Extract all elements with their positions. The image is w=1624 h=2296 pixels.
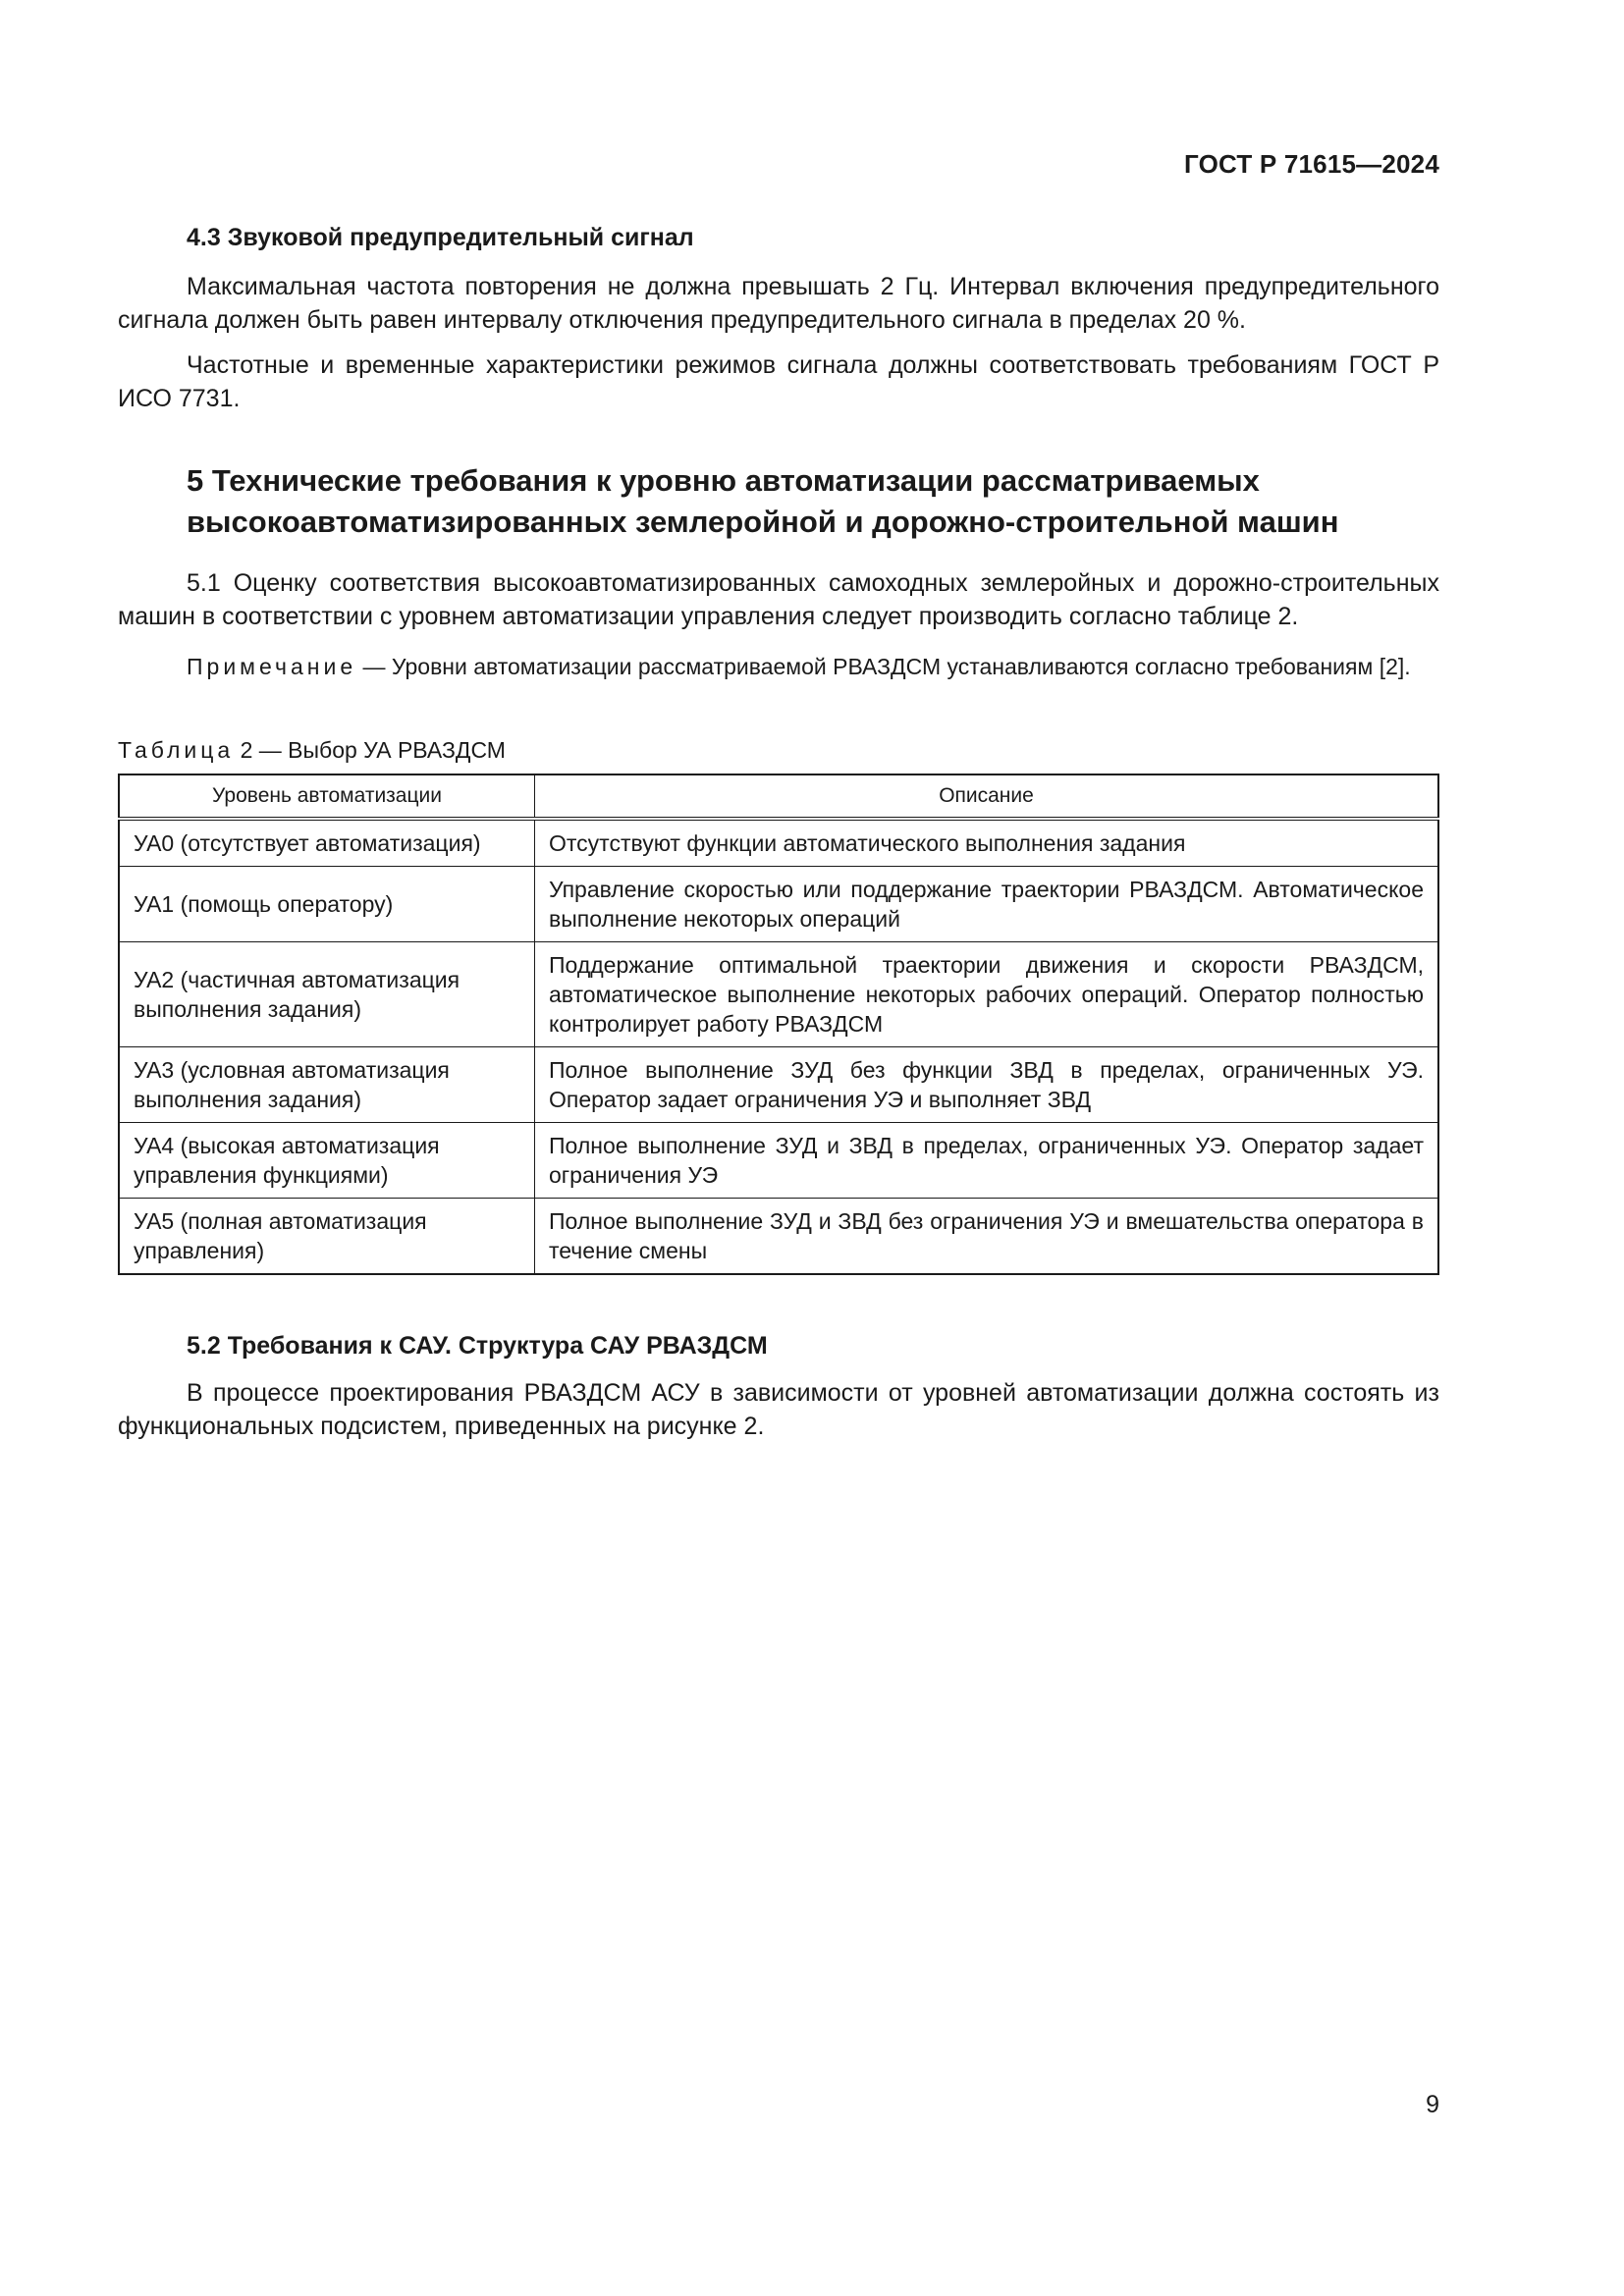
header-level: Уровень автоматизации (119, 774, 535, 819)
section-4-3-title: 4.3 Звуковой предупредительный сигнал (187, 224, 694, 251)
description-cell: Полное выполнение ЗУД и ЗВД без ограничения УЭ и вмешательства оператора в течение смены (535, 1199, 1439, 1275)
description-cell: Поддержание оптимальной траектории движения и скорости РВАЗДСМ, автоматическое выполнение некоторых рабочих операций. Оператор полностью контролирует работу РВАЗДСМ (535, 942, 1439, 1047)
page-content (118, 224, 1439, 1455)
note-paragraph (118, 651, 1439, 682)
description-cell: Полное выполнение ЗУД без функции ЗВД в пределах, ограниченных УЭ. Оператор задает ограничения УЭ и выполняет ЗВД (535, 1047, 1439, 1123)
table-caption-text: 2 — Выбор УА РВАЗДСМ (234, 737, 506, 763)
section-5-2-paragraph: В процессе проектирования РВАЗДСМ АСУ в зависимости от уровней автоматизации должна состоять из функциональных подсистем, приведенных на рисунке 2. (118, 1379, 1439, 1440)
section-4-3-paragraph-2: Частотные и временные характеристики режимов сигнала должны соответствовать требованиям ГОСТ Р ИСО 7731. (118, 351, 1439, 412)
level-cell: УА2 (частичная автоматизация выполнения задания) (119, 942, 535, 1047)
description-cell: Управление скоростью или поддержание траектории РВАЗДСМ. Автоматическое выполнение некоторых операций (535, 867, 1439, 942)
note-text: — Уровни автоматизации рассматриваемой РВАЗДСМ устанавливаются согласно требованиям [2]. (356, 654, 1411, 679)
description-cell: Отсутствуют функции автоматического выполнения задания (535, 819, 1439, 867)
level-cell: УА4 (высокая автоматизация управления функциями) (119, 1123, 535, 1199)
table-row (119, 1047, 1438, 1123)
level-cell: УА5 (полная автоматизация управления) (119, 1199, 535, 1275)
table-2-caption (118, 737, 1439, 764)
table-row (119, 1199, 1438, 1275)
section-5-1-paragraph: 5.1 Оценку соответствия высокоавтоматизированных самоходных землеройных и дорожно-строительных машин в соответствии с уровнем автоматизации управления следует производить согласно таблице 2. (118, 569, 1439, 630)
header-description: Описание (535, 774, 1439, 819)
description-cell: Полное выполнение ЗУД и ЗВД в пределах, ограниченных УЭ. Оператор задает ограничения УЭ (535, 1123, 1439, 1199)
table-row (119, 1123, 1438, 1199)
table-row (119, 819, 1438, 867)
table-row (119, 867, 1438, 942)
level-cell: УА0 (отсутствует автоматизация) (119, 819, 535, 867)
section-4-3-paragraph-1: Максимальная частота повторения не должна превышать 2 Гц. Интервал включения предупредительного сигнала должен быть равен интервалу отключения предупредительного сигнала в пределах 20 %. (118, 273, 1439, 334)
section-5-2-title: 5.2 Требования к САУ. Структура САУ РВАЗДСМ (187, 1332, 768, 1360)
page-number: 9 (1426, 2091, 1439, 2118)
table-header-row (119, 774, 1438, 819)
section-5-title: 5 Технические требования к уровню автоматизации рассматриваемых высокоавтоматизированных землеройной и дорожно-строительной машин (187, 463, 1339, 539)
automation-levels-table (118, 774, 1439, 1275)
table-row (119, 942, 1438, 1047)
level-cell: УА3 (условная автоматизация выполнения задания) (119, 1047, 535, 1123)
level-cell: УА1 (помощь оператору) (119, 867, 535, 942)
document-code-header: ГОСТ Р 71615—2024 (1184, 149, 1439, 179)
table-caption-label: Таблица (118, 737, 235, 763)
note-label: Примечание (187, 654, 357, 679)
